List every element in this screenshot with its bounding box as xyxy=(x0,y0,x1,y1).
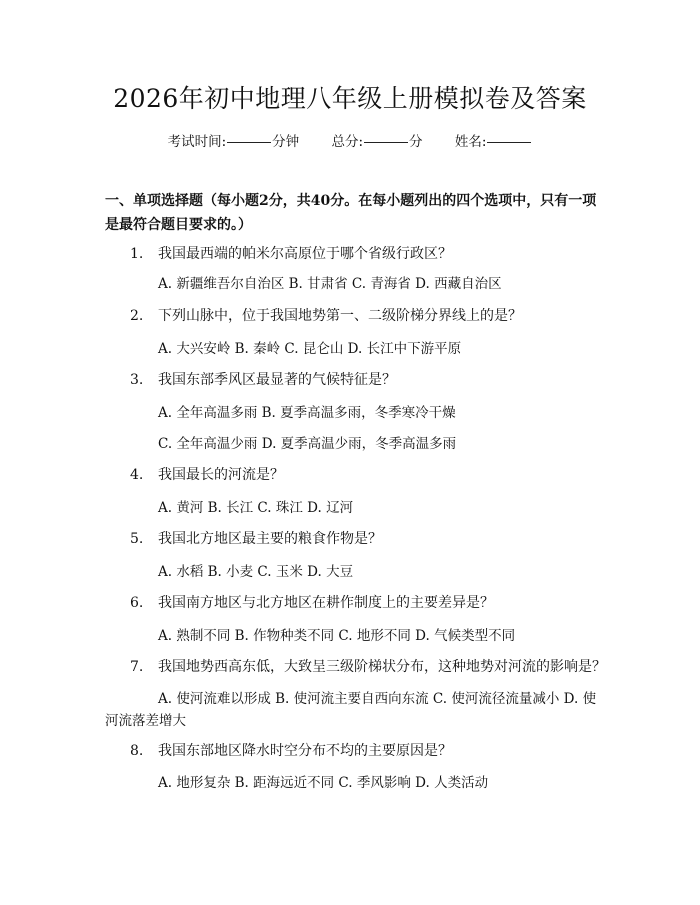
question-text: 我国东部季风区最显著的气候特征是？ xyxy=(158,372,396,388)
question-text: 我国东部地区降水时空分布不均的主要原因是？ xyxy=(158,743,452,759)
question-4 xyxy=(130,465,284,485)
question-6-options: A. 熟制不同 B. 作物种类不同 C. 地形不同 D. 气候类型不同 xyxy=(158,628,516,644)
question-1 xyxy=(130,244,452,264)
total-score-label: 总分: xyxy=(331,134,364,150)
question-6 xyxy=(130,593,494,613)
question-8-options: A. 地形复杂 B. 距海远近不同 C. 季风影响 D. 人类活动 xyxy=(158,775,489,791)
question-text: 下列山脉中，位于我国地势第一、二级阶梯分界线上的是？ xyxy=(158,308,522,324)
exam-time-label: 考试时间: xyxy=(167,134,227,150)
exam-time-blank xyxy=(227,142,271,143)
student-name xyxy=(455,134,533,150)
question-3-options-line2: C. 全年高温少雨 D. 夏季高温少雨，冬季高温多雨 xyxy=(158,436,457,452)
section-heading: 一、单项选择题（每小题2分，共40分。在每小题列出的四个选项中，只有一项是最符合题目要求的。） xyxy=(105,193,597,233)
question-number: 4. xyxy=(130,467,144,483)
total-score xyxy=(331,134,422,150)
total-score-unit: 分 xyxy=(409,134,423,150)
question-text: 我国最西端的帕米尔高原位于哪个省级行政区？ xyxy=(158,246,452,262)
question-3-options-line1: A. 全年高温多雨 B. 夏季高温多雨，冬季寒冷干燥 xyxy=(158,405,456,421)
question-number: 3. xyxy=(130,372,144,388)
question-1-options: A. 新疆维吾尔自治区 B. 甘肃省 C. 青海省 D. 西藏自治区 xyxy=(158,276,502,292)
question-text: 我国南方地区与北方地区在耕作制度上的主要差异是？ xyxy=(158,595,494,611)
question-number: 5. xyxy=(130,531,144,547)
student-name-label: 姓名: xyxy=(454,134,487,150)
question-text: 我国北方地区最主要的粮食作物是？ xyxy=(158,531,382,547)
question-7 xyxy=(130,657,606,677)
student-name-blank xyxy=(487,142,531,143)
question-5-options: A. 水稻 B. 小麦 C. 玉米 D. 大豆 xyxy=(158,564,354,580)
question-2-options: A. 大兴安岭 B. 秦岭 C. 昆仑山 D. 长江中下游平原 xyxy=(158,341,462,357)
question-3 xyxy=(130,370,396,390)
question-number: 2. xyxy=(130,308,144,324)
question-text: 我国地势西高东低，大致呈三级阶梯状分布，这种地势对河流的影响是？ xyxy=(158,659,606,675)
question-number: 6. xyxy=(130,595,144,611)
question-number: 8. xyxy=(130,743,144,759)
question-2 xyxy=(130,306,522,326)
question-5 xyxy=(130,529,382,549)
exam-time-unit: 分钟 xyxy=(272,134,300,150)
question-text: 我国最长的河流是？ xyxy=(158,467,284,483)
question-7-options: A. 使河流难以形成 B. 使河流主要自西向东流 C. 使河流径流量减小 D. 使河流落差增大 xyxy=(105,691,597,729)
question-4-options: A. 黄河 B. 长江 C. 珠江 D. 辽河 xyxy=(158,500,354,516)
question-8 xyxy=(130,741,452,761)
total-score-blank xyxy=(364,142,408,143)
question-number: 7. xyxy=(130,659,144,675)
exam-meta xyxy=(0,133,700,151)
question-number: 1. xyxy=(130,246,144,262)
exam-time xyxy=(168,134,300,150)
page-title: 2026年初中地理八年级上册模拟卷及答案 xyxy=(113,84,587,113)
